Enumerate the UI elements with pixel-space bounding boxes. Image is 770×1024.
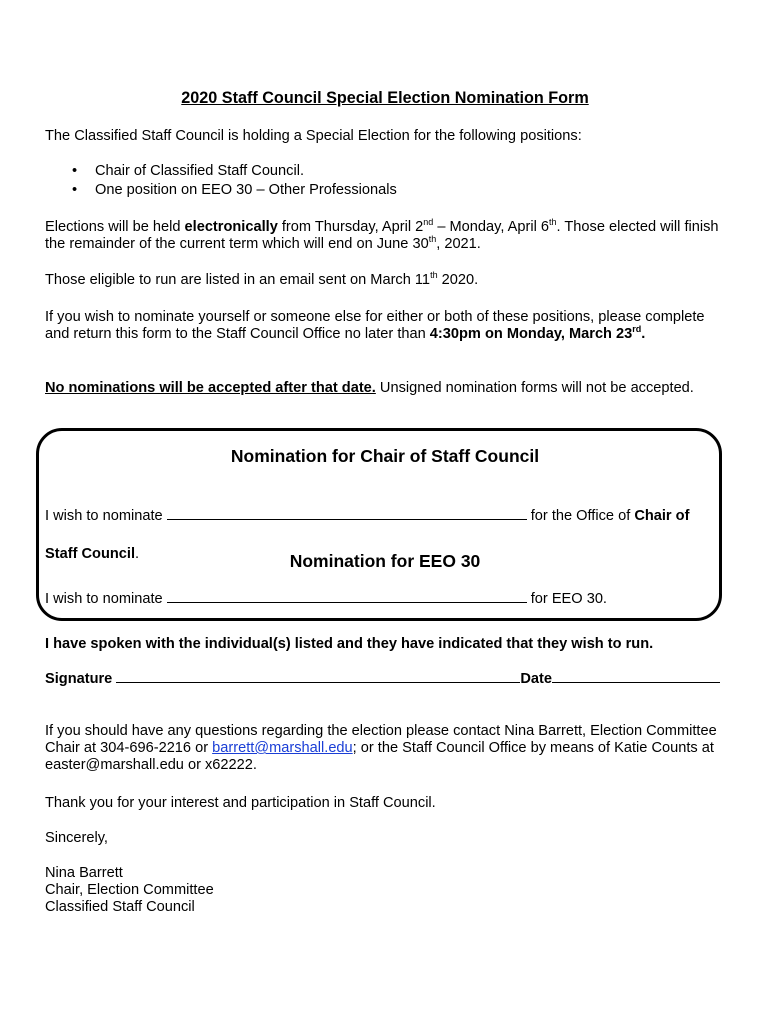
text: – Monday, April 6 xyxy=(433,219,550,235)
intro-text: The Classified Staff Council is holding a Special Election for the following positions: xyxy=(45,128,582,144)
emphasis: electronically xyxy=(184,219,278,235)
email-link[interactable]: barrett@marshall.edu xyxy=(212,740,353,756)
date-label: Date xyxy=(520,671,552,687)
text: . xyxy=(641,326,646,342)
text: Elections will be held xyxy=(45,219,185,235)
text: from Thursday, April 2 xyxy=(277,219,424,235)
deadline-warning: No nominations will be accepted after that date. xyxy=(45,380,376,396)
page-title: 2020 Staff Council Special Election Nomination Form xyxy=(181,89,589,107)
text: I wish to nominate xyxy=(45,591,167,607)
signature-label: Signature xyxy=(45,671,117,687)
superscript: nd xyxy=(423,217,434,227)
thanks-text: Thank you for your interest and participation in Staff Council. xyxy=(45,795,436,811)
text: . xyxy=(135,546,140,562)
text: , 2021. xyxy=(436,236,481,252)
positions-list xyxy=(70,163,397,201)
statement-text: I have spoken with the individual(s) listed and they have indicated that they wish to run. xyxy=(45,636,654,652)
signoff-name: Nina Barrett xyxy=(45,865,123,881)
closing-text: Sincerely, xyxy=(45,830,108,846)
eeo-nomination-text xyxy=(45,589,725,608)
signoff-org: Classified Staff Council xyxy=(45,899,195,915)
deadline-time: 4:30pm on Monday, March 23 xyxy=(429,326,633,342)
text: If you wish to nominate yourself or someone else for either or both of these positions, please complete and return this form to the Staff Council Office no later than xyxy=(45,309,705,342)
eeo-nomination-heading: Nomination for EEO 30 xyxy=(289,551,481,571)
eeo-nominee-field[interactable] xyxy=(167,589,527,603)
chair-nominee-field[interactable] xyxy=(167,506,527,520)
elections-paragraph xyxy=(45,219,725,253)
instructions-paragraph xyxy=(45,309,725,343)
text: for EEO 30. xyxy=(526,591,607,607)
superscript: th xyxy=(549,217,557,227)
eligible-paragraph xyxy=(45,272,725,289)
signoff-title: Chair, Election Committee xyxy=(45,882,214,898)
signoff-block xyxy=(45,865,725,916)
text: If you should have any questions regarding the election please contact Nina Barrett, Election Committee Chair at 304-696-2216 or xyxy=(45,723,717,756)
superscript: th xyxy=(428,234,437,244)
list-item: • One position on EEO 30 – Other Professionals xyxy=(70,182,397,201)
text: ; or the Staff Council Office by means of Katie Counts at easter@marshall.edu or x62222. xyxy=(45,740,714,773)
signature-row xyxy=(45,669,725,688)
text: I wish to nominate xyxy=(45,508,167,524)
text: Those eligible to run are listed in an email sent on March 11 xyxy=(45,272,431,288)
signature-field[interactable] xyxy=(116,669,520,683)
chair-nomination-heading: Nomination for Chair of Staff Council xyxy=(230,446,540,466)
text: Unsigned nomination forms will not be accepted. xyxy=(375,380,694,396)
superscript: rd xyxy=(632,324,642,334)
text: . Those elected will finish the remainder of the current term which will end on June 30 xyxy=(45,219,719,252)
deadline-paragraph xyxy=(45,380,725,397)
questions-paragraph xyxy=(45,723,725,774)
list-item: • Chair of Classified Staff Council. xyxy=(70,163,397,182)
date-field[interactable] xyxy=(552,669,720,683)
text: 2020. xyxy=(437,272,479,288)
office-name: Chair of Staff Council xyxy=(45,508,690,562)
text: for the Office of xyxy=(526,508,635,524)
superscript: th xyxy=(430,270,438,280)
